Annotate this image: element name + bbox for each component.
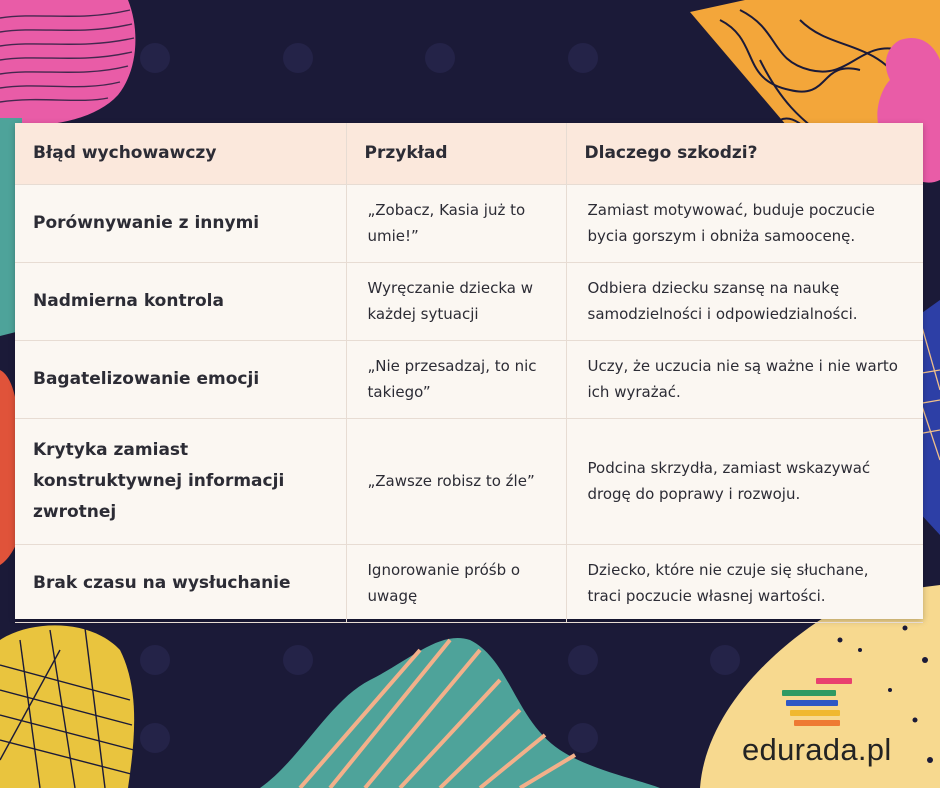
why-cell: Zamiast motywować, buduje poczucie bycia gorszym i obniża samoocenę. — [566, 184, 923, 262]
column-header-mistake: Błąd wychowawczy — [15, 123, 346, 184]
book-3 — [786, 700, 838, 706]
table-header-row — [15, 123, 923, 184]
why-cell: Podcina skrzydła, zamiast wskazywać drogę do poprawy i rozwoju. — [566, 418, 923, 544]
brand-logo-text[interactable]: edurada.pl — [742, 732, 892, 767]
mistake-cell: Nadmierna kontrola — [15, 262, 346, 340]
column-header-why: Dlaczego szkodzi? — [566, 123, 923, 184]
column-header-example: Przykład — [346, 123, 566, 184]
mistake-cell: Porównywanie z innymi — [15, 184, 346, 262]
stacked-books-icon — [776, 676, 856, 728]
example-cell: Ignorowanie próśb o uwagę — [346, 544, 566, 622]
why-cell: Dziecko, które nie czuje się słuchane, traci poczucie własnej wartości. — [566, 544, 923, 622]
table-row — [15, 544, 923, 622]
table-row — [15, 184, 923, 262]
book-2 — [782, 690, 836, 696]
example-cell: Wyręczanie dziecka w każdej sytuacji — [346, 262, 566, 340]
table-row — [15, 418, 923, 544]
table-row — [15, 340, 923, 418]
mistake-cell: Bagatelizowanie emocji — [15, 340, 346, 418]
book-1 — [816, 678, 852, 684]
example-cell: „Zobacz, Kasia już to umie!” — [346, 184, 566, 262]
why-cell: Odbiera dziecku szansę na naukę samodzielności i odpowiedzialności. — [566, 262, 923, 340]
parenting-mistakes-table — [15, 123, 923, 623]
mistake-cell: Brak czasu na wysłuchanie — [15, 544, 346, 622]
yellow-grid-blob — [0, 625, 135, 788]
table-row — [15, 262, 923, 340]
why-cell: Uczy, że uczucia nie są ważne i nie warto ich wyrażać. — [566, 340, 923, 418]
example-cell: „Nie przesadzaj, to nic takiego” — [346, 340, 566, 418]
mistake-cell: Krytyka zamiast konstruktywnej informacji zwrotnej — [15, 418, 346, 544]
book-5 — [794, 720, 840, 726]
table-card — [15, 123, 923, 619]
example-cell: „Zawsze robisz to źle” — [346, 418, 566, 544]
pink-blob — [0, 0, 135, 126]
book-4 — [790, 710, 840, 716]
teal-striped-hill — [260, 638, 660, 788]
